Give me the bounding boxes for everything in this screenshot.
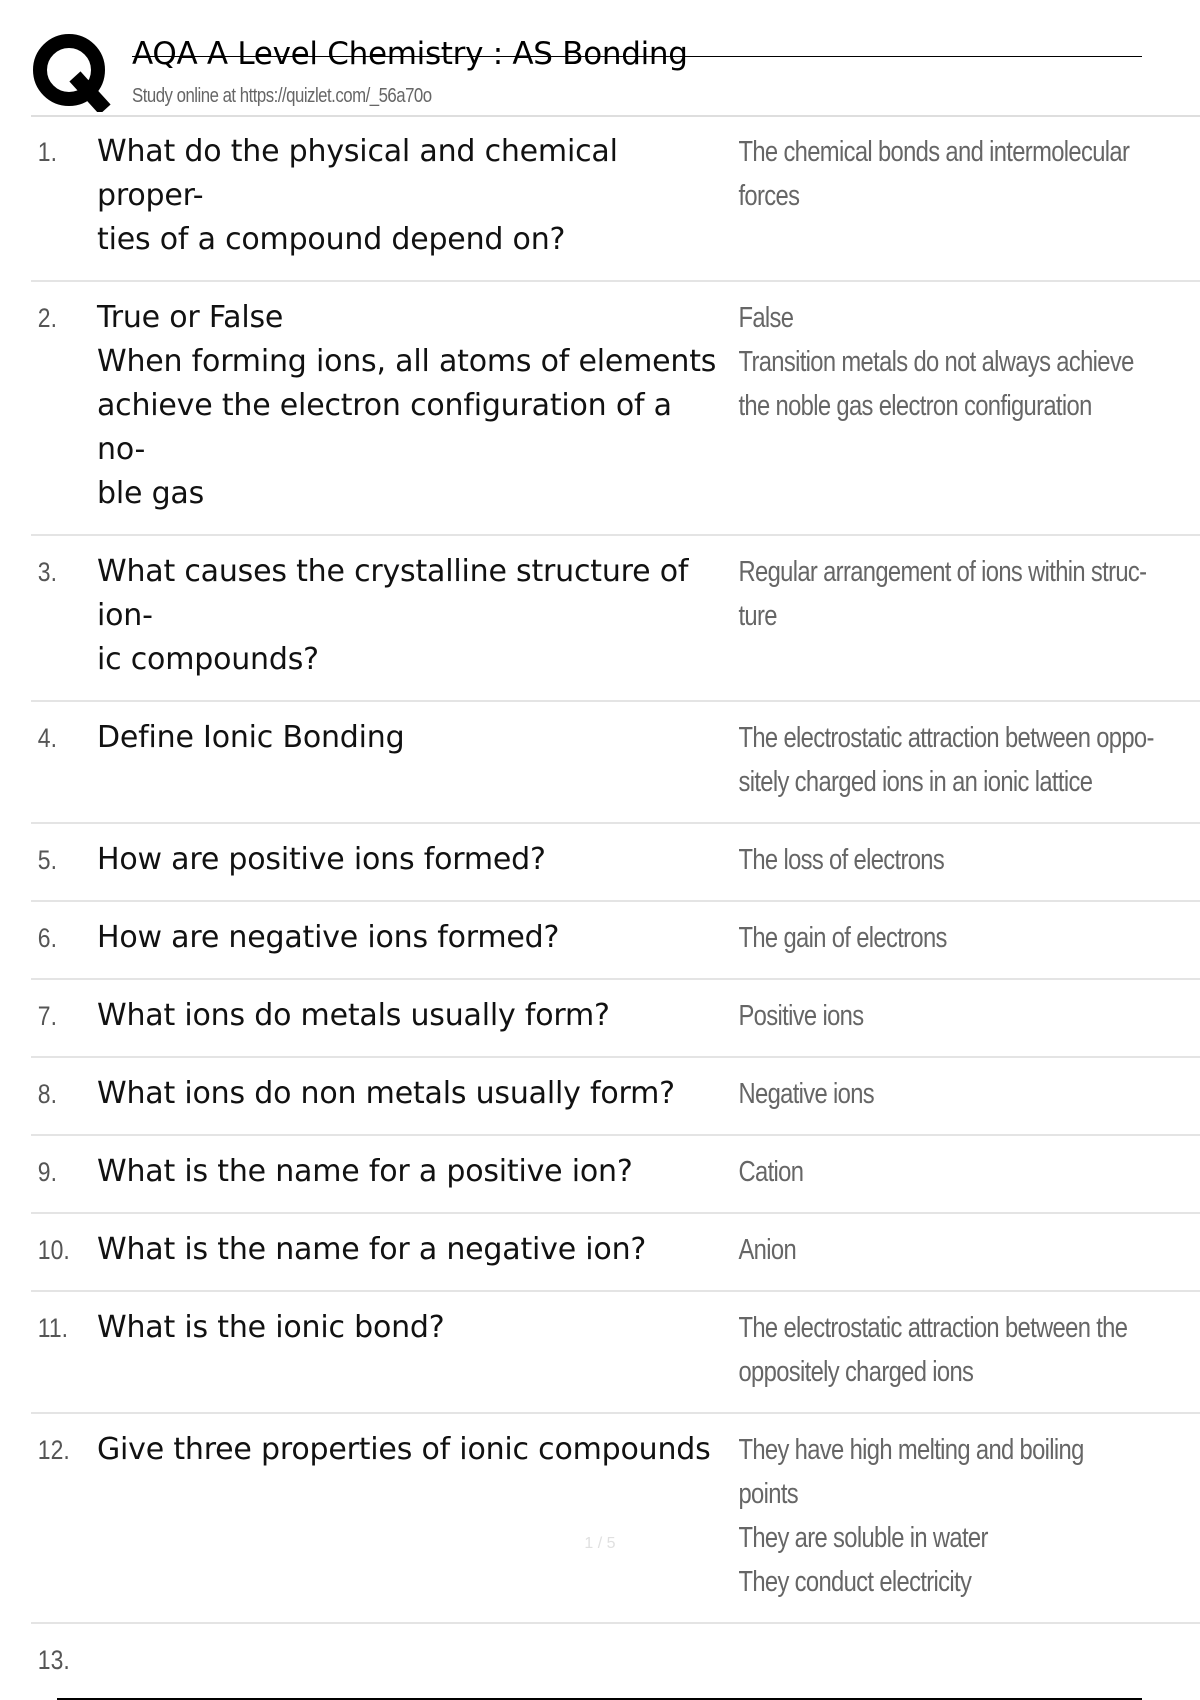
flashcard-row — [31, 1058, 1200, 1136]
card-number: 8. — [37, 1079, 57, 1109]
card-definition: They have high melting and boiling points They are soluble in water They conduct electricity — [738, 1434, 1084, 1598]
card-term: What do the physical and chemical proper- ties of a compound depend on? — [97, 134, 618, 257]
card-number: 10. — [37, 1235, 70, 1265]
flashcard-row — [31, 282, 1200, 536]
flashcard-row — [31, 1292, 1200, 1414]
card-definition: Positive ions — [738, 1000, 864, 1032]
source-link[interactable]: Study online at https://quizlet.com/_56a70o — [132, 85, 432, 107]
card-definition: The loss of electrons — [738, 844, 945, 876]
card-definition: The electrostatic attraction between the oppositely charged ions — [738, 1312, 1128, 1388]
flashcard-row — [31, 1214, 1200, 1292]
document-title: AQA A Level Chemistry : AS Bonding — [132, 36, 688, 72]
card-term: What is the name for a positive ion? — [97, 1154, 633, 1189]
card-term: Define Ionic Bonding — [97, 720, 405, 755]
card-number: 4. — [37, 723, 57, 753]
card-definition: Cation — [738, 1156, 804, 1188]
flashcard-row — [31, 902, 1200, 980]
quizlet-logo-icon — [32, 32, 112, 112]
card-term — [97, 1638, 727, 1682]
card-term: What ions do metals usually form? — [97, 998, 610, 1033]
page-number: 1 / 5 — [584, 1535, 616, 1552]
card-term: What is the name for a negative ion? — [97, 1232, 647, 1267]
card-number: 9. — [37, 1157, 57, 1187]
card-number: 2. — [37, 303, 57, 333]
card-number: 13. — [37, 1645, 70, 1675]
card-definition: The chemical bonds and intermolecular forces — [738, 136, 1130, 212]
card-number: 3. — [37, 557, 57, 587]
flashcard-row — [31, 116, 1200, 282]
card-definition — [727, 1638, 1200, 1682]
flashcard-row — [31, 1624, 1200, 1700]
flashcard-list — [31, 116, 1200, 1700]
flashcard-row — [31, 536, 1200, 702]
flashcard-row — [31, 824, 1200, 902]
document-header — [32, 30, 1142, 112]
flashcard-row — [31, 1136, 1200, 1214]
flashcard-row — [31, 702, 1200, 824]
card-number: 6. — [37, 923, 57, 953]
card-number: 1. — [37, 137, 57, 167]
card-definition: Negative ions — [738, 1078, 875, 1110]
flashcard-row — [31, 980, 1200, 1058]
card-definition: Anion — [738, 1234, 797, 1266]
card-number: 12. — [37, 1435, 70, 1465]
card-term: How are positive ions formed? — [97, 842, 546, 877]
card-number: 5. — [37, 845, 57, 875]
card-term: How are negative ions formed? — [97, 920, 560, 955]
flashcard-row — [31, 1414, 1200, 1624]
card-definition: The gain of electrons — [738, 922, 947, 954]
card-number: 7. — [37, 1001, 57, 1031]
card-term: What causes the crystalline structure of ion- ic compounds? — [97, 554, 689, 677]
card-term: What ions do non metals usually form? — [97, 1076, 675, 1111]
card-number: 11. — [37, 1313, 69, 1343]
card-definition: The electrostatic attraction between oppo- sitely charged ions in an ionic lattice — [738, 722, 1154, 798]
card-term: Give three properties of ionic compounds — [97, 1432, 711, 1467]
card-term: What is the ionic bond? — [97, 1310, 445, 1345]
card-definition: False Transition metals do not always achieve the noble gas electron configuration — [738, 302, 1134, 422]
card-definition: Regular arrangement of ions within struc- ture — [738, 556, 1147, 632]
card-term: True or False When forming ions, all atoms of elements achieve the electron configuration of a no- ble gas — [97, 300, 717, 511]
